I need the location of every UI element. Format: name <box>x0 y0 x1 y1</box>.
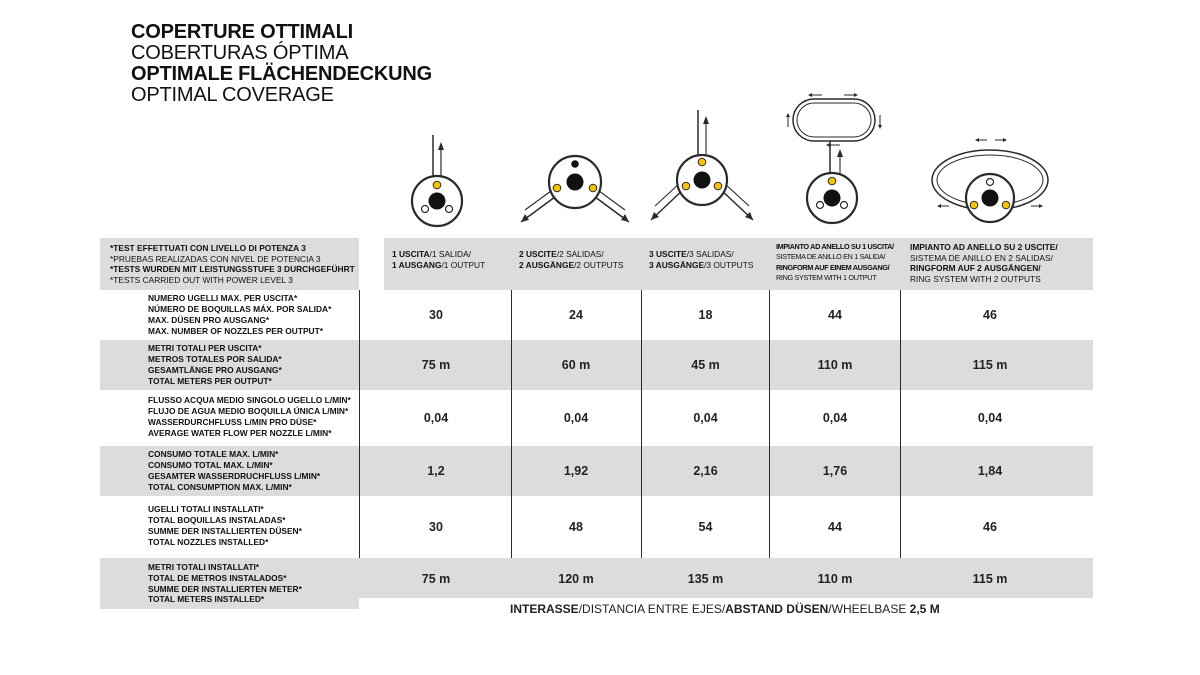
column-header-line: SISTEMA DE ANILLO EN 1 SALIDA/ <box>776 252 886 262</box>
test-note-german: *TESTS WURDEN MIT LEISTUNGSSTUFE 3 DURCHGEFÜHRT <box>110 264 355 274</box>
table-divider <box>769 290 770 558</box>
title-italian: COPERTURE OTTIMALI <box>131 21 353 43</box>
table-divider <box>511 290 512 558</box>
table-cell: 110 m <box>817 572 853 586</box>
column-header-line: /2 OUTPUTS <box>574 259 624 270</box>
table-cell: 75 m <box>421 572 451 586</box>
test-note-spanish: *PRUEBAS REALIZADAS CON NIVEL DE POTENCIA 3 <box>110 253 321 264</box>
title-block <box>131 22 432 106</box>
wheelbase-value: 2,5 M <box>909 602 940 616</box>
row-label-line: WASSERDURCHFLUSS L/MIN PRO DÜSE* <box>148 417 317 427</box>
row-label-line: UGELLI TOTALI INSTALLATI* <box>148 504 264 515</box>
row-label-line: METRI TOTALI INSTALLATI* <box>148 561 260 572</box>
row-label-line: TOTAL METERS PER OUTPUT* <box>148 375 272 386</box>
table-cell: 135 m <box>687 572 724 586</box>
row-label-line: CONSUMO TOTAL MAX. L/MIN* <box>148 460 273 471</box>
column-header-line: 2 AUSGÄNGE <box>519 259 575 270</box>
row-label-line: SUMME DER INSTALLIERTEN METER* <box>148 583 302 594</box>
table-cell: 0,04 <box>693 411 718 425</box>
table-cell: 115 m <box>972 358 1008 372</box>
column-header-line: /1 SALIDA/ <box>429 249 471 259</box>
table-cell: 60 m <box>561 358 591 372</box>
table-cell: 48 <box>569 520 583 534</box>
column-header-line: IMPIANTO AD ANELLO SU 1 USCITA/ <box>776 242 894 251</box>
column-header-line: RING SYSTEM WITH 1 OUTPUT <box>776 272 877 282</box>
column-header-line: IMPIANTO AD ANELLO SU 2 USCITE/ <box>910 242 1058 252</box>
table-cell: 0,04 <box>822 411 848 425</box>
row-label-total-consumption <box>100 446 359 496</box>
test-note-italian: *TEST EFFETTUATI CON LIVELLO DI POTENZA 3 <box>110 243 306 253</box>
table-cell: 1,84 <box>977 464 1003 478</box>
table-cell: 1,92 <box>563 464 589 478</box>
table-divider <box>359 290 360 558</box>
column-header-line: RINGFORM AUF 2 AUSGÄNGEN/ <box>910 263 1041 273</box>
table-cell: 30 <box>429 308 443 322</box>
wheelbase-english: /WHEELBASE <box>828 602 907 616</box>
row-label-line: METROS TOTALES POR SALIDA* <box>148 354 282 365</box>
column-header-1-output <box>384 238 512 290</box>
column-header-line: RING SYSTEM WITH 2 OUTPUTS <box>910 273 1041 284</box>
row-label-line: FLUJO DE AGUA MEDIO BOQUILLA ÚNICA L/MIN* <box>148 406 349 417</box>
column-header-line: /2 SALIDAS/ <box>556 249 604 259</box>
title-spanish: COBERTURAS ÓPTIMA <box>131 42 349 64</box>
column-header-line: /1 OUTPUT <box>441 259 486 270</box>
table-divider <box>900 290 901 558</box>
column-header-3-outputs <box>641 238 770 290</box>
column-header-line: 3 USCITE <box>649 249 687 259</box>
test-note-english: *TESTS CARRIED OUT WITH POWER LEVEL 3 <box>110 274 293 285</box>
wheelbase-german: ABSTAND DÜSEN <box>725 602 829 616</box>
row-label-line: GESAMTLÄNGE PRO AUSGANG* <box>148 365 282 375</box>
wheelbase-spanish: /DISTANCIA ENTRE EJES/ <box>578 602 726 616</box>
diagram-ring-1-output <box>780 95 885 230</box>
test-conditions-note <box>100 238 359 290</box>
wheelbase-note <box>510 602 940 616</box>
column-header-line: /3 OUTPUTS <box>704 259 754 270</box>
row-label-average-water-flow <box>100 390 359 444</box>
title-german: OPTIMALE FLÄCHENDECKUNG <box>131 63 432 85</box>
table-cell: 45 m <box>691 358 720 372</box>
table-cell: 0,04 <box>423 411 449 425</box>
column-header-line: 1 AUSGANG <box>392 259 442 270</box>
row-label-line: NUMERO UGELLI MAX. PER USCITA* <box>148 293 298 304</box>
table-cell: 46 <box>983 520 997 534</box>
diagram-3-outputs <box>645 110 760 225</box>
row-label-line: TOTAL CONSUMPTION MAX. L/MIN* <box>148 481 292 492</box>
table-cell: 18 <box>698 308 713 322</box>
diagram-2-outputs <box>515 150 635 230</box>
table-cell: 1,2 <box>427 464 445 478</box>
table-cell: 110 m <box>817 358 853 372</box>
table-cell: 44 <box>828 520 842 534</box>
column-header-line: RINGFORM AUF EINEM AUSGANG/ <box>776 262 890 272</box>
row-label-line: TOTAL DE METROS INSTALADOS* <box>148 572 287 583</box>
table-cell: 0,04 <box>563 411 589 425</box>
row-label-total-meters-per-output <box>100 340 359 390</box>
row-label-line: MAX. NUMBER OF NOZZLES PER OUTPUT* <box>148 325 323 336</box>
column-header-line: /3 SALIDAS/ <box>686 249 734 259</box>
table-cell: 30 <box>429 520 443 534</box>
row-label-total-meters-installed <box>100 558 359 609</box>
column-header-line: SISTEMA DE ANILLO EN 2 SALIDAS/ <box>910 252 1053 263</box>
title-english: OPTIMAL COVERAGE <box>131 84 334 106</box>
row-label-line: NÚMERO DE BOQUILLAS MÁX. POR SALIDA* <box>148 304 332 315</box>
table-cell: 1,76 <box>822 464 848 478</box>
row-label-line: SUMME DER INSTALLIERTEN DÜSEN* <box>148 526 302 536</box>
row-label-line: METRI TOTALI PER USCITA* <box>148 343 262 354</box>
column-header-ring-2-outputs <box>900 238 1093 290</box>
row-label-line: AVERAGE WATER FLOW PER NOZZLE L/MIN* <box>148 427 332 438</box>
column-header-ring-1-output <box>770 238 900 290</box>
column-header-line: 1 USCITA <box>392 249 430 259</box>
row-label-line: TOTAL BOQUILLAS INSTALADAS* <box>148 515 286 526</box>
row-label-line: TOTAL NOZZLES INSTALLED* <box>148 536 269 547</box>
diagram-1-output <box>405 130 475 230</box>
row-label-line: FLUSSO ACQUA MEDIO SINGOLO UGELLO L/MIN* <box>148 395 351 406</box>
table-cell: 0,04 <box>977 411 1003 425</box>
table-cell: 115 m <box>972 572 1008 586</box>
column-header-line: 2 USCITE <box>519 249 557 259</box>
table-cell: 75 m <box>421 358 451 372</box>
table-cell: 24 <box>569 308 583 322</box>
row-label-line: CONSUMO TOTALE MAX. L/MIN* <box>148 449 279 460</box>
row-label-line: MAX. DÜSEN PRO AUSGANG* <box>148 315 270 325</box>
diagram-ring-2-outputs <box>925 128 1055 228</box>
row-label-line: GESAMTER WASSERDRUCHFLUSS L/MIN* <box>148 471 321 481</box>
table-cell: 44 <box>828 308 842 322</box>
wheelbase-italian: INTERASSE <box>510 602 579 616</box>
column-header-line: 3 AUSGÄNGE <box>649 259 705 270</box>
column-header-2-outputs <box>511 238 641 290</box>
table-cell: 120 m <box>558 572 594 586</box>
row-label-max-nozzles-per-output <box>100 290 359 340</box>
row-label-line: TOTAL METERS INSTALLED* <box>148 594 265 605</box>
table-cell: 54 <box>698 520 713 534</box>
table-cell: 46 <box>983 308 997 322</box>
row-label-total-nozzles-installed <box>100 496 359 556</box>
table-divider <box>641 290 642 558</box>
table-cell: 2,16 <box>693 464 718 478</box>
